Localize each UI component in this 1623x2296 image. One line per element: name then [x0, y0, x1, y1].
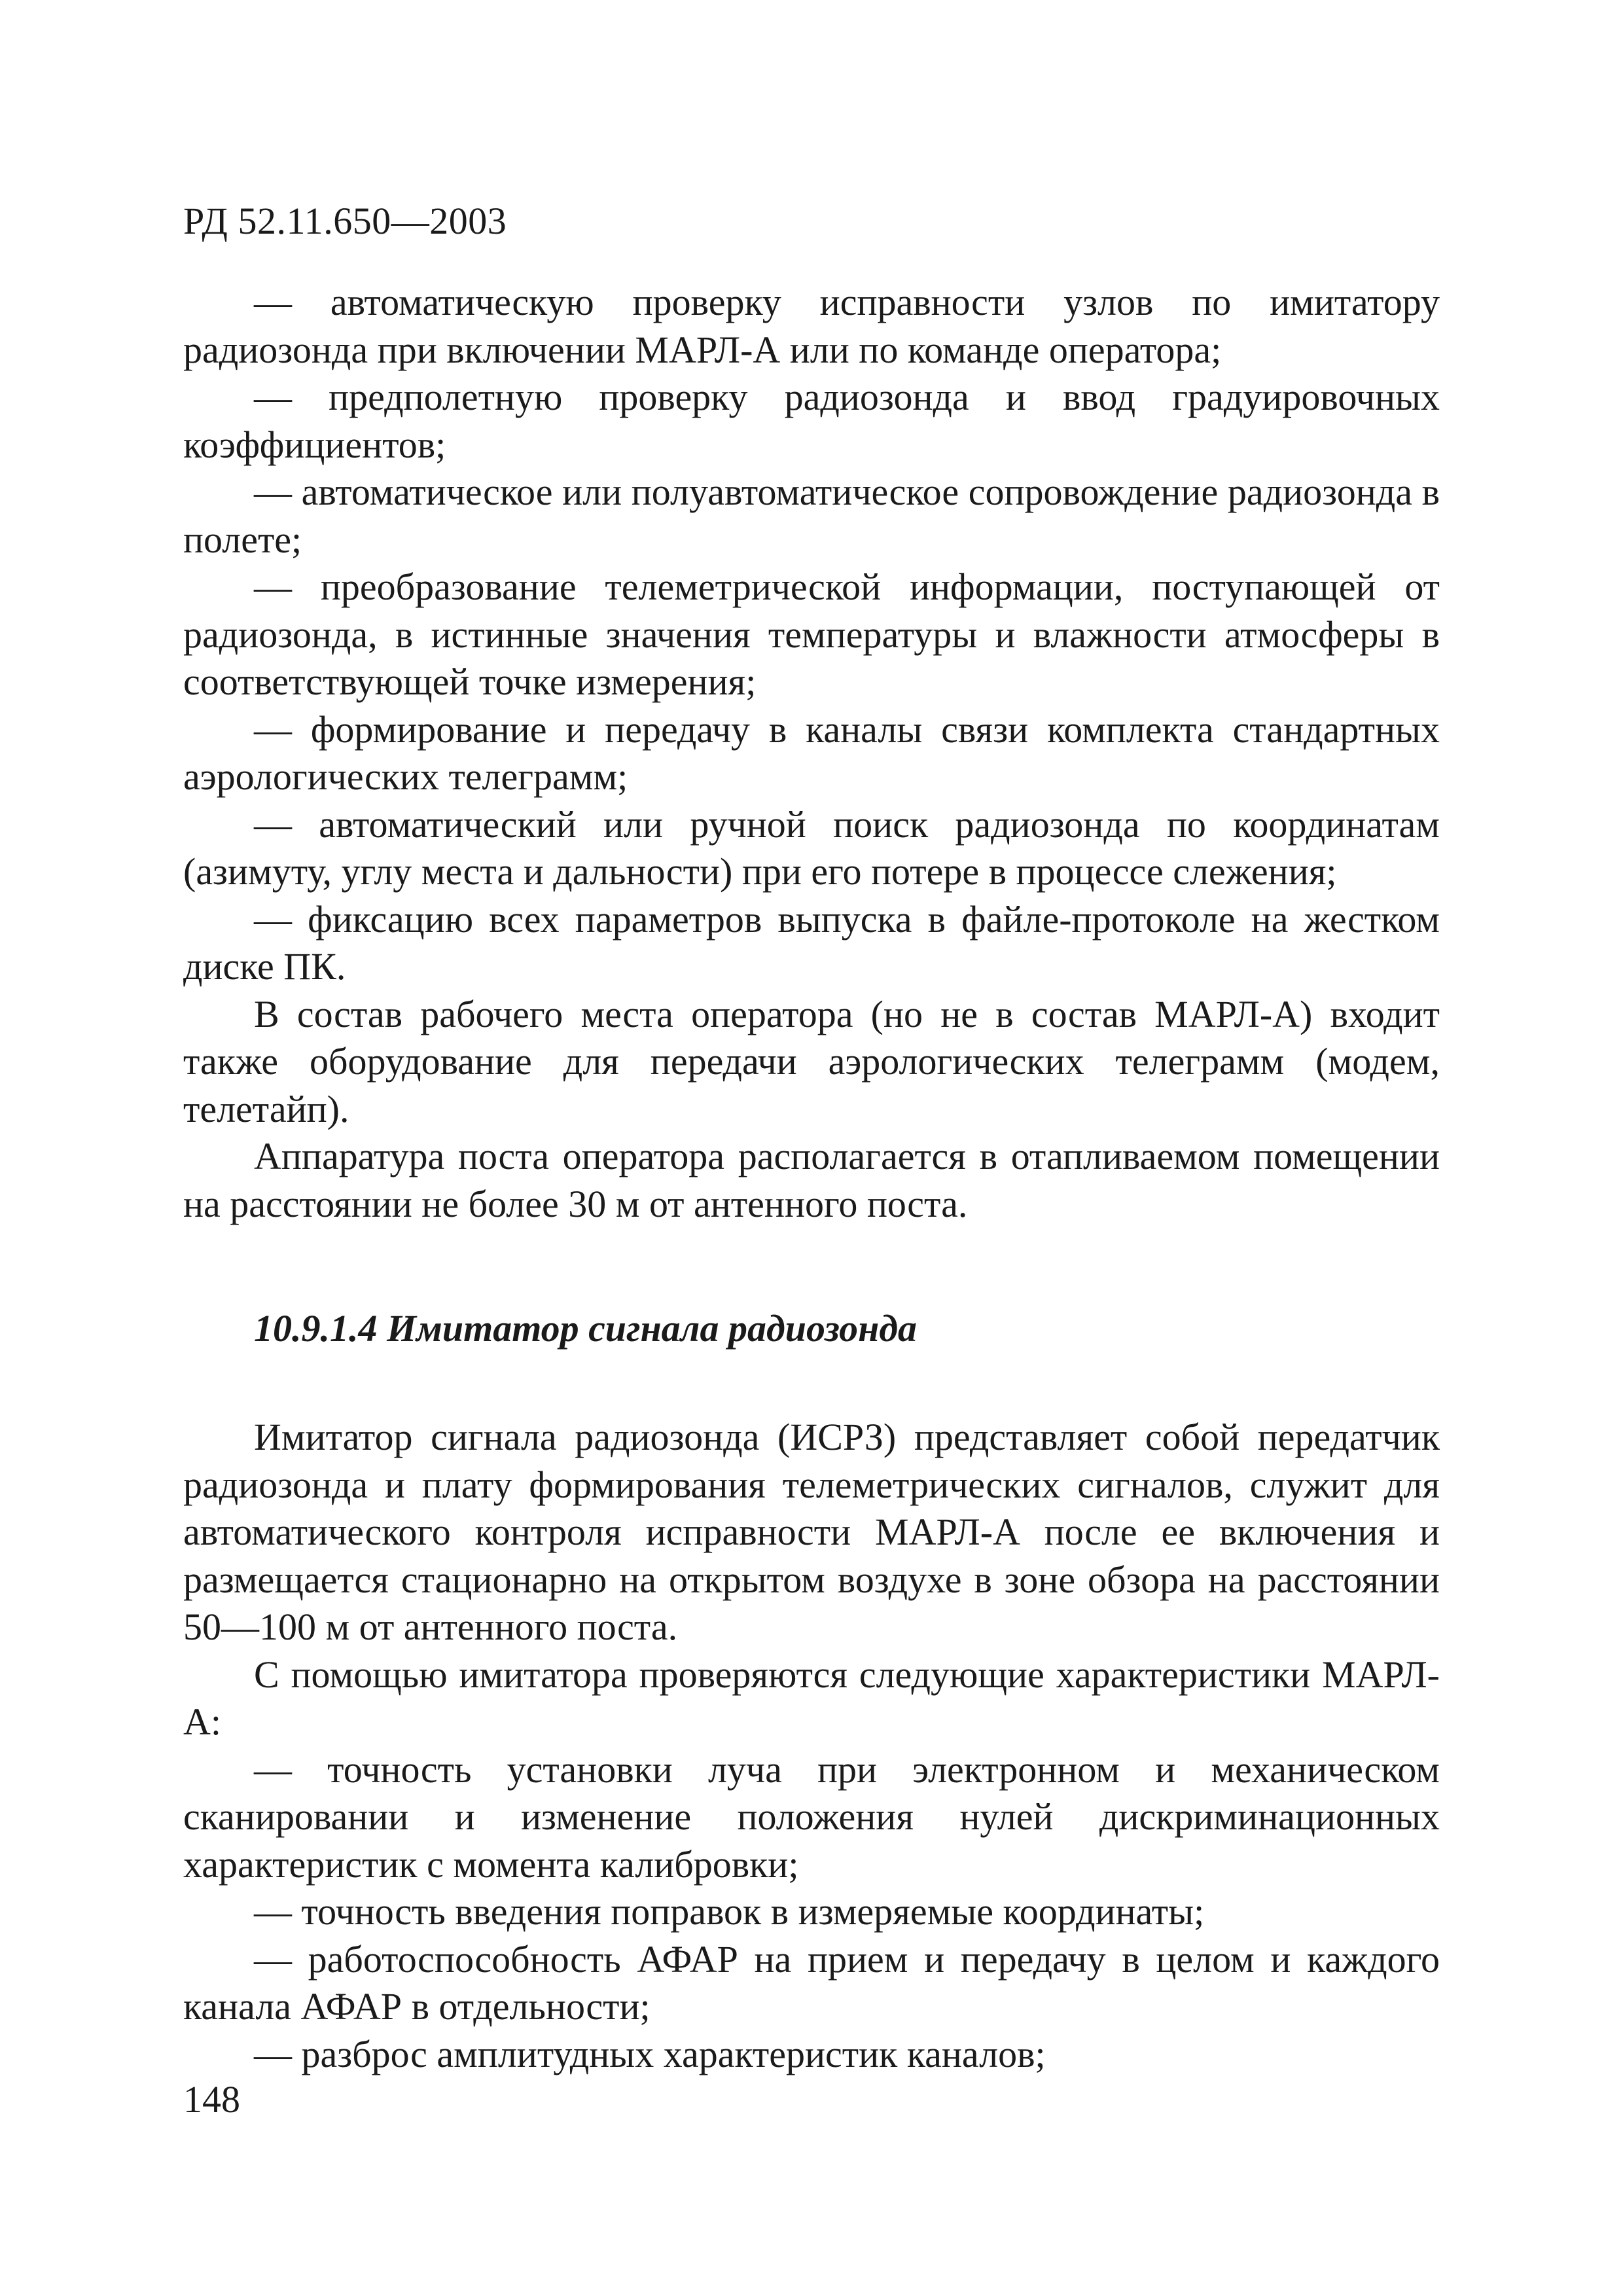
- paragraph: — автоматическое или полуавтоматическое сопровождение радиозонда в полете;: [183, 471, 1440, 561]
- document-header: РД 52.11.650—2003: [183, 200, 507, 242]
- paragraph: С помощью имитатора проверяются следующие характеристики МАРЛ-А:: [183, 1653, 1440, 1743]
- page-number: 148: [183, 2078, 240, 2121]
- paragraph: В состав рабочего места оператора (но не в состав МАРЛ-А) входит также оборудование для передачи аэрологических телеграмм (модем, телетайп).: [183, 992, 1440, 1130]
- paragraph: — предполетную проверку радиозонда и ввод градуировочных коэффициентов;: [183, 376, 1440, 466]
- paragraph: Аппаратура поста оператора располагается в отапливаемом помещении на расстоянии не более 30 м от антенного поста.: [183, 1135, 1440, 1225]
- section-simulator: [183, 1414, 1440, 2078]
- paragraph: — автоматическую проверку исправности узлов по имитатору радиозонда при включении МАРЛ-А или по команде оператора;: [183, 281, 1440, 371]
- paragraph: — точность введения поправок в измеряемые координаты;: [254, 1890, 1205, 1933]
- paragraph: — фиксацию всех параметров выпуска в файле-протоколе на жестком диске ПК.: [183, 897, 1440, 988]
- paragraph: Имитатор сигнала радиозонда (ИСРЗ) представляет собой передатчик радиозонда и плату формирования телеметрических сигналов, служит для автоматического контроля исправности МАРЛ-А после ее включения и размещается стационарно на открытом воздухе в зоне обзора на расстоянии 50—100 м от антенного поста.: [183, 1416, 1440, 1648]
- paragraph: — точность установки луча при электронном и механическом сканировании и изменение положения нулей дискриминационных характеристик с момента калибровки;: [183, 1748, 1440, 1886]
- paragraph: — формирование и передачу в каналы связи комплекта стандартных аэрологических телеграмм;: [183, 708, 1440, 798]
- paragraph: — преобразование телеметрической информации, поступающей от радиозонда, в истинные значения температуры и влажности атмосферы в соответствующей точке измерения;: [183, 565, 1440, 703]
- paragraph: — работоспособность АФАР на прием и передачу в целом и каждого канала АФАР в отдельности;: [183, 1937, 1440, 2028]
- document-page: [183, 196, 1440, 2078]
- paragraph: — разброс амплитудных характеристик каналов;: [254, 2032, 1046, 2075]
- section-heading: 10.9.1.4 Имитатор сигнала радиозонда: [254, 1307, 918, 1350]
- paragraph: — автоматический или ручной поиск радиозонда по координатам (азимуту, углу места и дальности) при его потере в процессе слежения;: [183, 802, 1440, 893]
- section-list-items: [183, 279, 1440, 1228]
